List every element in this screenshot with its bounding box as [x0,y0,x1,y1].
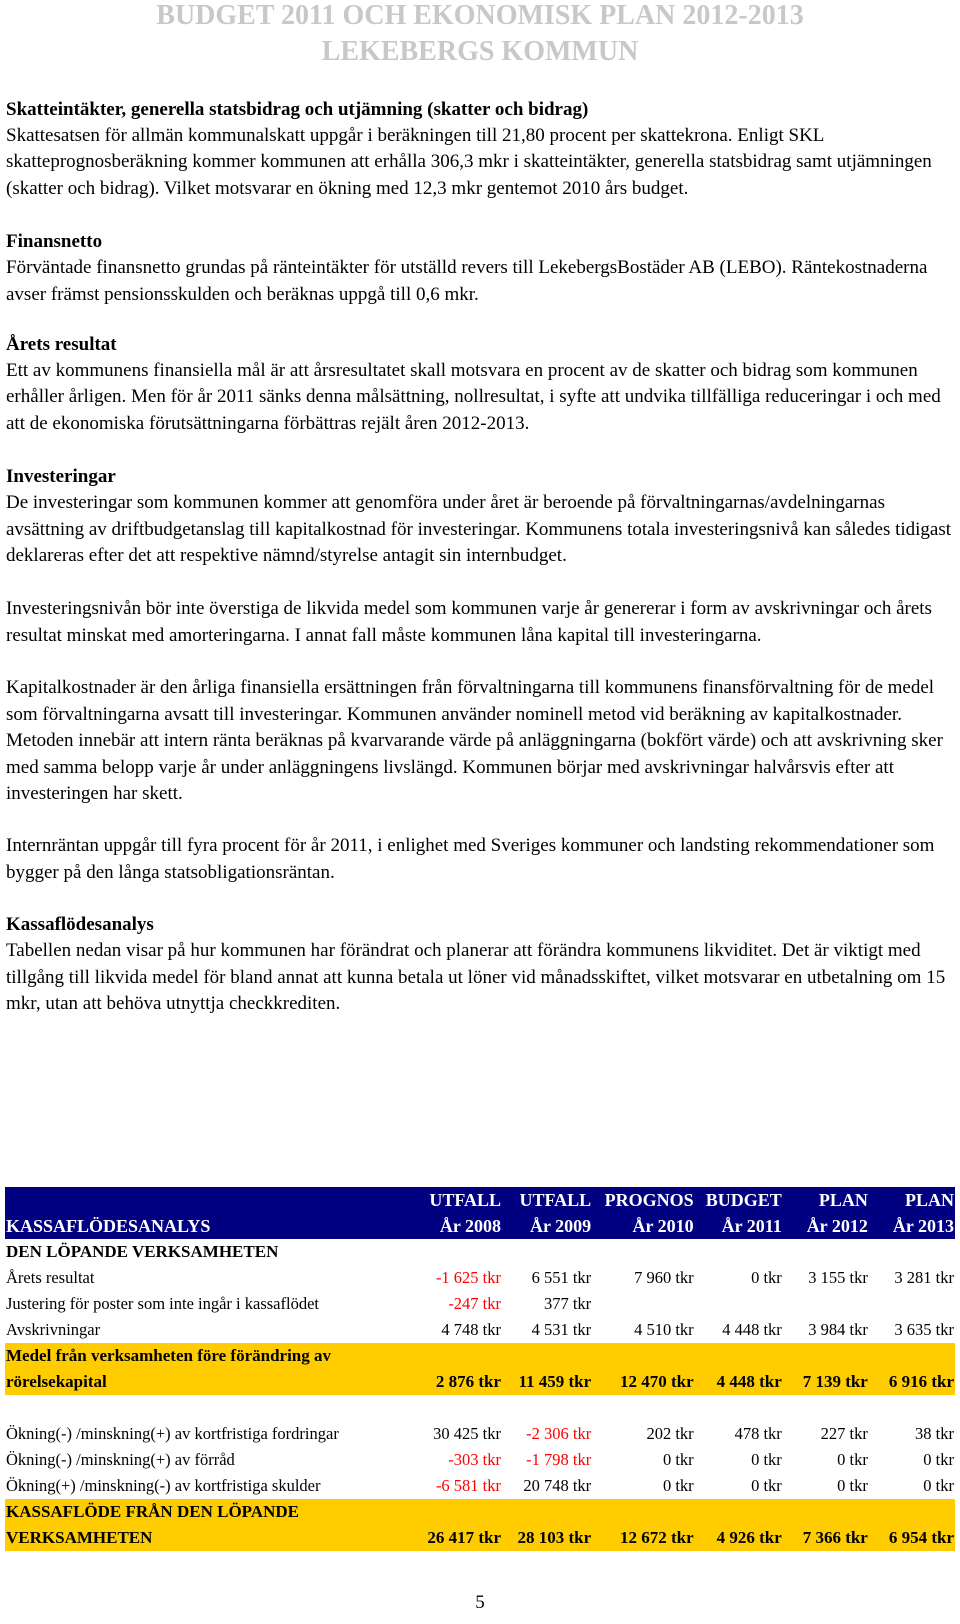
table-cell: 4 448 tkr [695,1343,783,1395]
table-cell: 7 139 tkr [783,1343,869,1395]
table-cell: 478 tkr [734,1424,782,1443]
column-header: UTFALL [502,1187,592,1213]
spacer-row [5,1395,955,1421]
table-cell: -1 798 tkr [526,1450,592,1469]
column-header: År 2012 [783,1213,869,1239]
section-heading: Årets resultat [6,334,117,356]
table-cell: 0 tkr [751,1268,782,1287]
table-cell: 0 tkr [837,1476,868,1495]
table-cell: 6 551 tkr [531,1268,592,1287]
page-number: 5 [475,1592,485,1613]
table-cell: -2 306 tkr [526,1424,592,1443]
row-label-line: Medel från verksamheten före förändring av [6,1346,331,1365]
table-cell: 3 281 tkr [894,1268,954,1287]
table-cell: 2 876 tkr [412,1343,502,1395]
paragraph: Kapitalkostnader är den årliga finansiella ersättningen från förvaltningarna till kommunens finansförvaltning för de medel som förvaltningarna avsatt till investeringar. Kommunen använder nominell metod vid beräkning av kapitalkostnader. Metoden innebär att intern ränta beräknas på kvarvarande värde på anläggningarna (bokfört värde) och att avskrivning sker med samma belopp varje år under anläggningens livslängd. Kommunen börjar med avskrivningar halvårsvis efter att investeringen har skett. [6,677,943,804]
row-label: Avskrivningar [6,1320,101,1339]
row-label-line: KASSAFLÖDE FRÅN DEN LÖPANDE [6,1502,299,1521]
table-header-row [5,1187,955,1213]
table-header-row [5,1213,955,1239]
table-cell: 6 954 tkr [869,1499,955,1551]
table-cell: 4 448 tkr [722,1320,782,1339]
table-cell: 3 635 tkr [894,1320,954,1339]
section-text: Skattesatsen för allmän kommunalskatt uppgår i beräkningen till 21,80 procent per skattekrona. Enligt SKL skatteprognosberäkning kommer kommunen att erhålla 306,3 mkr i skatteintäkter, generella statsbidrag samt utjämningen (skatter och bidrag). Vilket motsvarar en ökning med 12,3 mkr gentemot 2010 års budget. [6,125,932,199]
section-resultat [6,332,954,437]
table-cell: 26 417 tkr [412,1499,502,1551]
subtotal-row [5,1343,955,1395]
cashflow-table [5,1187,955,1551]
table-cell: 7 960 tkr [634,1268,694,1287]
table-cell: 0 tkr [751,1450,782,1469]
column-header: BUDGET [695,1187,783,1213]
table-cell: -6 581 tkr [435,1476,502,1495]
table-cell: 7 366 tkr [783,1499,869,1551]
table-cell: 0 tkr [837,1450,868,1469]
table-cell: -303 tkr [448,1450,502,1469]
table-cell: 0 tkr [662,1476,694,1495]
table-row [5,1447,955,1473]
table-cell: -247 tkr [448,1294,502,1313]
table-cell [783,1291,869,1317]
table-row [5,1421,955,1447]
table-cell [869,1291,955,1317]
row-label-line: rörelsekapital [6,1372,107,1391]
section-text: Förväntade finansnetto grundas på ränteintäkter för utställd revers till LekebergsBostäder AB (LEBO). Räntekostnaderna avser främst pensionsskulden och beräknas uppgå till 0,6 mkr. [6,257,928,305]
table-cell: 4 531 tkr [531,1320,592,1339]
section-skatt [6,97,954,202]
column-header: År 2011 [695,1213,783,1239]
table-cell: 202 tkr [646,1424,694,1443]
row-label [5,1343,412,1395]
column-header: År 2008 [412,1213,502,1239]
table-title: KASSAFLÖDESANALYS [5,1213,412,1239]
table-cell: 0 tkr [751,1476,782,1495]
section-text: Ett av kommunens finansiella mål är att årsresultatet skall motsvara en procent av de skatter och bidrag som kommunen erhåller årligen. Men för år 2011 sänks denna målsättning, nollresultat, i syfte att undvika tillfälliga reduceringar i och med att de ekonomiska förutsättningarna förbättras rejält åren 2012-2013. [6,360,941,434]
row-label: Ökning(-) /minskning(+) av förråd [6,1450,235,1469]
row-label [5,1499,412,1551]
table-cell: 377 tkr [543,1294,592,1313]
paragraph: Investeringsnivån bör inte överstiga de likvida medel som kommunen varje år genererar i form av avskrivningar och årets resultat minskat med amorteringarna. I annat fall måste kommunen låna kapital till investeringarna. [6,598,932,646]
table-cell: 28 103 tkr [502,1499,592,1551]
row-label: Årets resultat [6,1268,95,1287]
section-kassaflode [6,912,954,1017]
table-cell: 12 672 tkr [592,1499,694,1551]
table-cell: 12 470 tkr [592,1343,694,1395]
table-cell [695,1291,783,1317]
column-header: PLAN [783,1187,869,1213]
section-text: Tabellen nedan visar på hur kommunen har förändrat och planerar att förändra kommunens likviditet. Det är viktigt med tillgång till likvida medel för bland annat att kunna betala ut löner vid månadsskiftet, vilket motsvarar en utbetalning om 15 mkr, utan att behöva utnyttja checkkrediten. [6,940,946,1014]
table-row [5,1291,955,1317]
table-cell: 0 tkr [662,1450,694,1469]
row-label: Justering för poster som inte ingår i kassaflödet [6,1294,319,1313]
paragraph: Internräntan uppgår till fyra procent för år 2011, i enlighet med Sveriges kommuner och landsting rekommendationer som bygger på den långa statsobligationsräntan. [6,835,935,883]
row-label: Ökning(-) /minskning(+) av kortfristiga fordringar [6,1424,339,1443]
table-cell: 227 tkr [820,1424,868,1443]
section-heading: Finansnetto [6,231,103,253]
table-subheading: DEN LÖPANDE VERKSAMHETEN [6,1242,279,1261]
document-body [6,97,954,1044]
table-row [5,1317,955,1343]
table-subheading-row [5,1239,955,1265]
table-cell: 0 tkr [923,1450,954,1469]
column-header: PROGNOS [592,1187,694,1213]
table-cell [592,1291,694,1317]
table-cell: 3 155 tkr [808,1268,868,1287]
table-cell: 3 984 tkr [808,1320,868,1339]
table-cell: 38 tkr [915,1424,954,1443]
table-cell: 0 tkr [923,1476,954,1495]
table-cell: 11 459 tkr [502,1343,592,1395]
section-heading: Investeringar [6,466,116,488]
total-row [5,1499,955,1551]
column-header: År 2013 [869,1213,955,1239]
section-text: De investeringar som kommunen kommer att genomföra under året är beroende på förvaltningarnas/avdelningarnas avsättning av driftbudgetanslag till kapitalkostnad för investeringar. Kommunens totala investeringsnivå kan således tidigast deklareras efter det att respektive nämnd/styrelse antagit sin internbudget. [6,492,952,567]
row-label-line: VERKSAMHETEN [6,1528,153,1547]
column-header: År 2010 [592,1213,694,1239]
table-cell: 4 926 tkr [695,1499,783,1551]
table-row [5,1265,955,1291]
row-label: Ökning(+) /minskning(-) av kortfristiga skulder [6,1476,321,1495]
table-cell: 4 748 tkr [441,1320,502,1339]
document-subtitle: LEKEBERGS KOMMUN [321,36,639,67]
section-finansnetto [6,229,954,308]
table-cell: -1 625 tkr [435,1268,502,1287]
table-cell: 6 916 tkr [869,1343,955,1395]
section-investeringar [6,464,954,569]
document-title: BUDGET 2011 OCH EKONOMISK PLAN 2012-2013 [156,0,804,31]
section-heading: Skatteintäkter, generella statsbidrag och utjämning (skatter och bidrag) [6,99,589,120]
table-cell: 4 510 tkr [634,1320,694,1339]
table-row [5,1473,955,1499]
column-header: PLAN [869,1187,955,1213]
column-header: År 2009 [502,1213,592,1239]
table-cell: 20 748 tkr [523,1476,592,1495]
column-header: UTFALL [412,1187,502,1213]
table-cell: 30 425 tkr [433,1424,502,1443]
section-heading: Kassaflödesanalys [6,914,154,936]
